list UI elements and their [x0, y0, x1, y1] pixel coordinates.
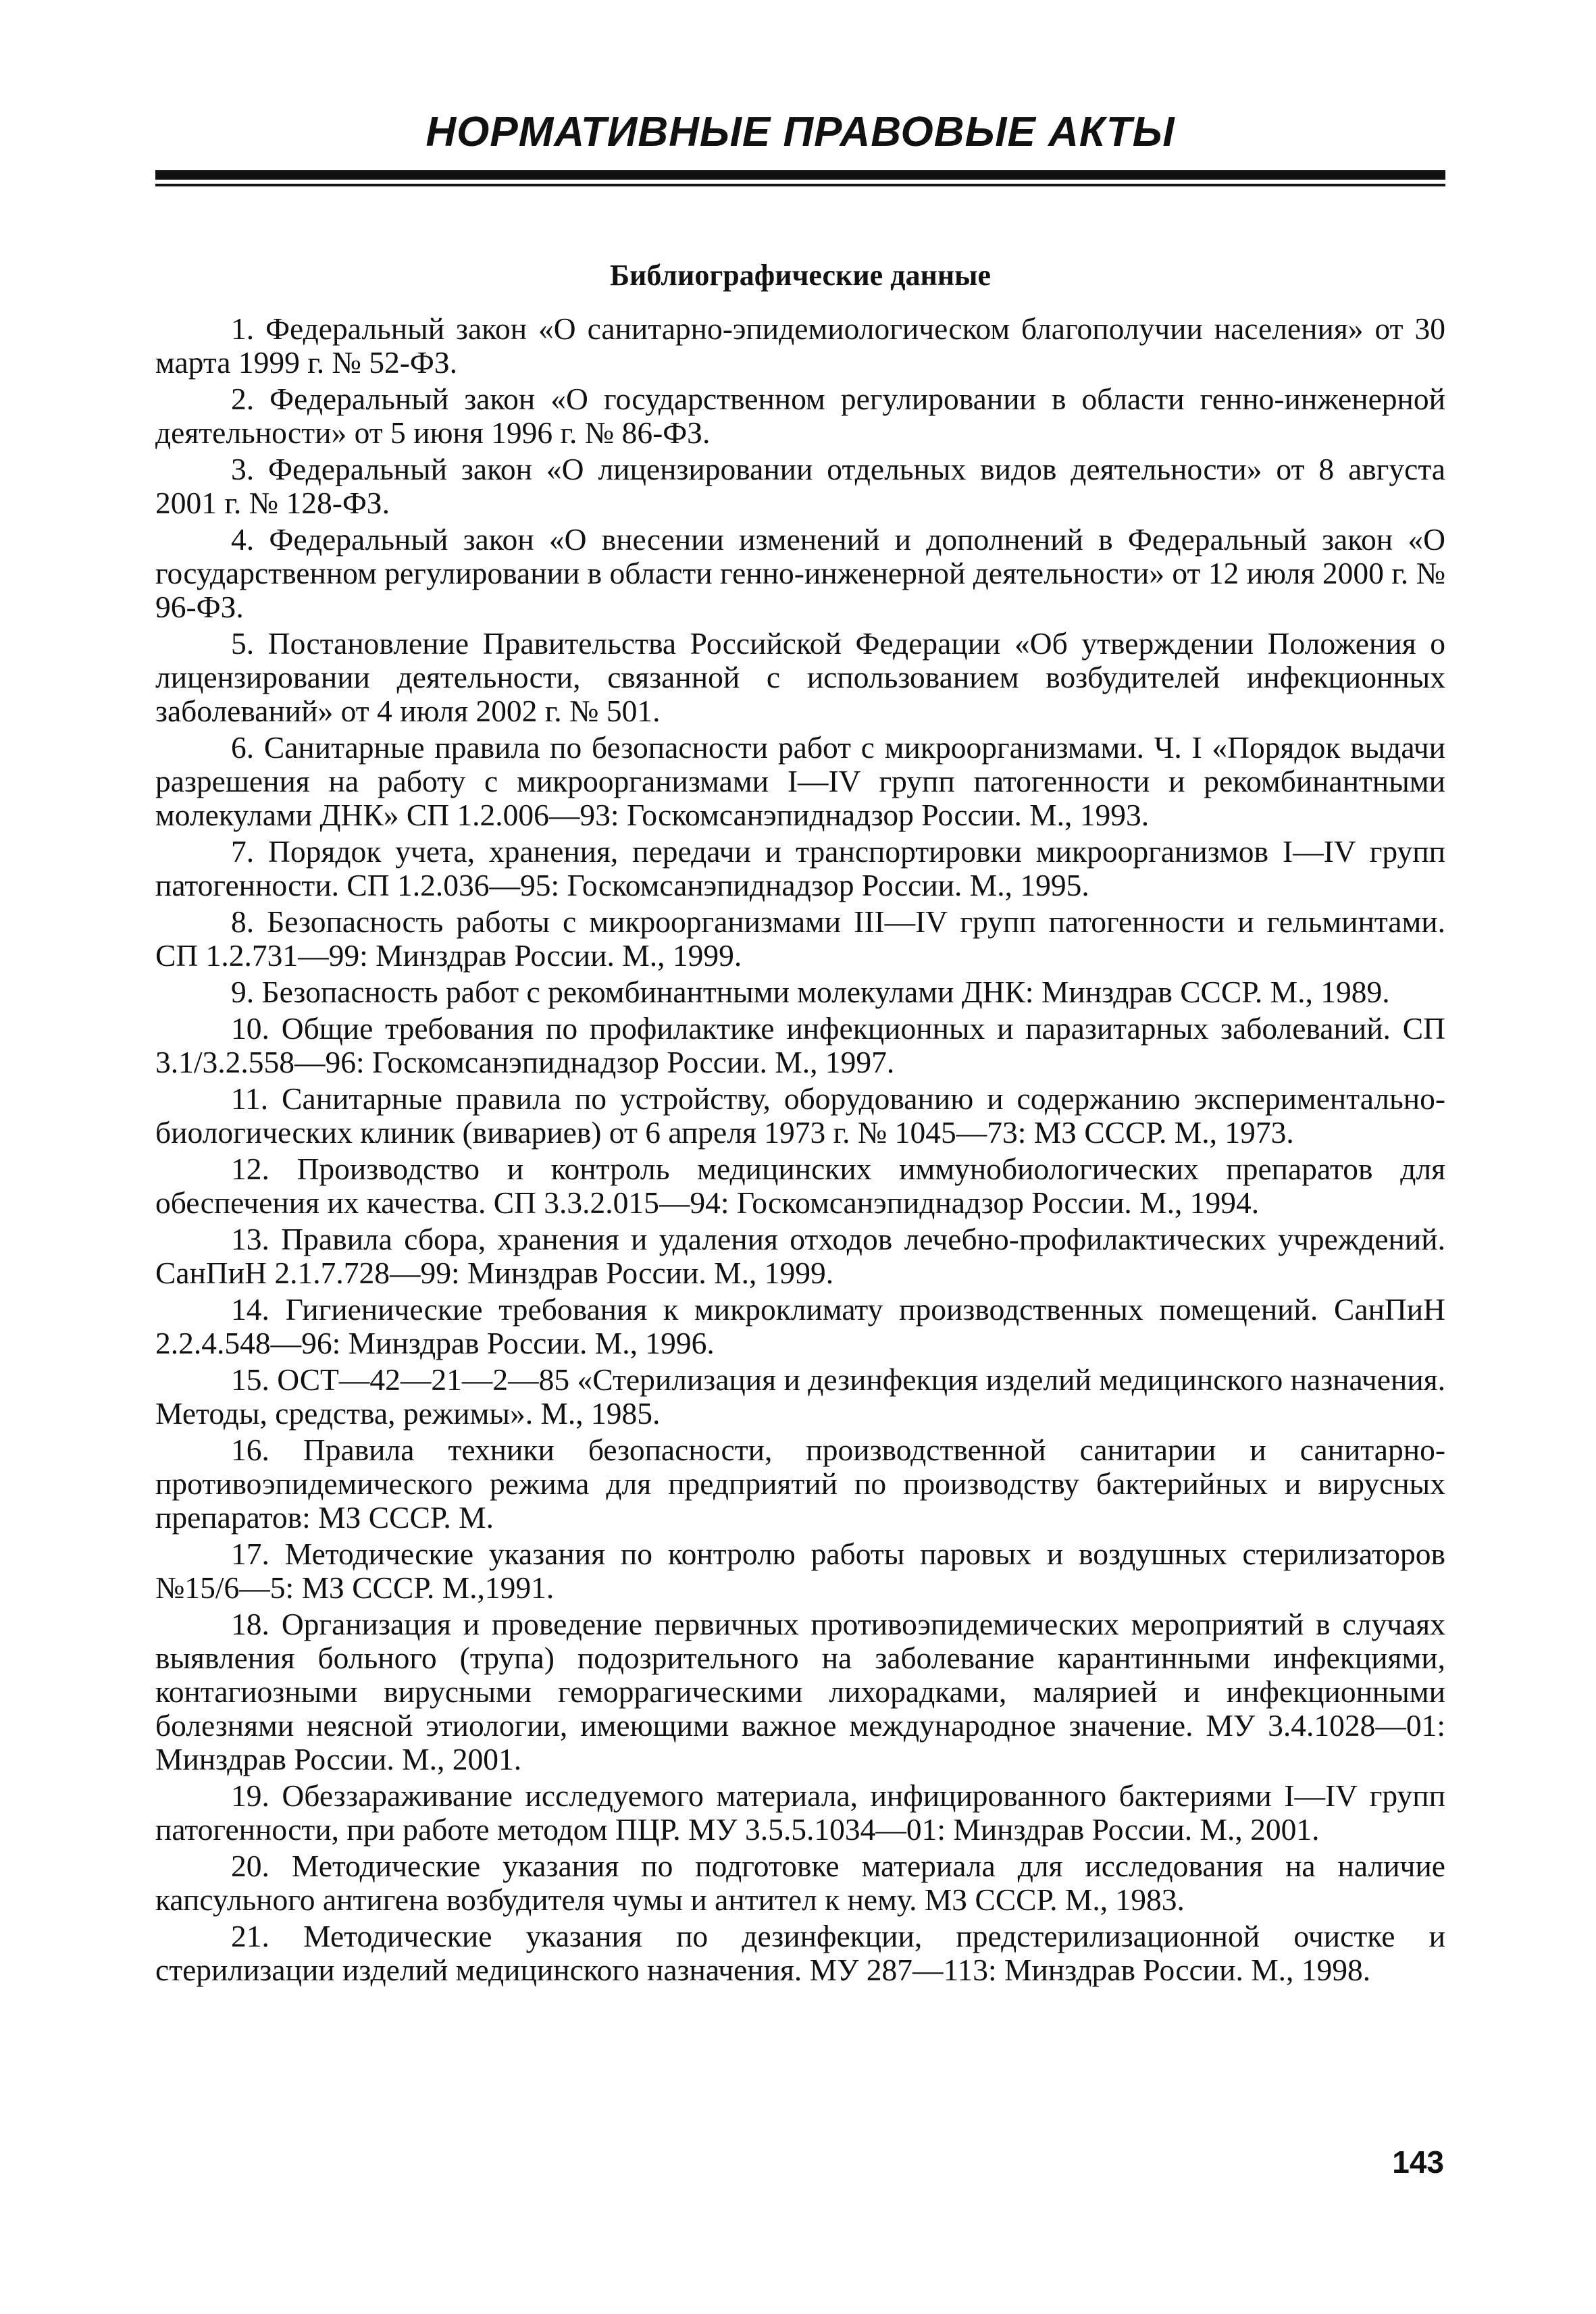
reference-item-11: 11. Санитарные правила по устройству, оборудованию и содержанию экспериментально-биологических клиник (вивариев) от 6 апреля 1973 г. № 1045—73: МЗ СССР. М., 1973.: [155, 1081, 1445, 1150]
reference-item-5: 5. Постановление Правительства Российской Федерации «Об утверждении Положения о лицензировании деятельности, связанной с использованием возбудителей инфекционных заболеваний» от 4 июля 2002 г. № 501.: [155, 626, 1445, 728]
reference-item-2: 2. Федеральный закон «О государственном регулировании в области генно-инженерной деятельности» от 5 июня 1996 г. № 86-ФЗ.: [155, 382, 1445, 450]
reference-list: [155, 312, 1445, 1990]
reference-item-10: 10. Общие требования по профилактике инфекционных и паразитарных заболеваний. СП 3.1/3.2.558—96: Госкомсанэпиднадзор России. М., 1997.: [155, 1011, 1445, 1079]
reference-item-21: 21. Методические указания по дезинфекции, предстерилизационной очистке и стерилизации изделий медицинского назначения. МУ 287—113: Минздрав России. М., 1998.: [155, 1919, 1445, 1987]
reference-item-8: 8. Безопасность работы с микроорганизмами III—IV групп патогенности и гельминтами. СП 1.2.731—99: Минздрав России. М., 1999.: [155, 904, 1445, 973]
header-rule-thin: [155, 184, 1445, 186]
reference-item-20: 20. Методические указания по подготовке материала для исследования на наличие капсульного антигена возбудителя чумы и антител к нему. МЗ СССР. М., 1983.: [155, 1849, 1445, 1917]
reference-item-15: 15. ОСТ—42—21—2—85 «Стерилизация и дезинфекция изделий медицинского назначения. Методы, средства, режимы». М., 1985.: [155, 1362, 1445, 1431]
section-title: Библиографические данные: [609, 259, 992, 292]
reference-item-16: 16. Правила техники безопасности, производственной санитарии и санитарно-противоэпидемического режима для предприятий по производству бактерийных и вирусных препаратов: МЗ СССР. М.: [155, 1433, 1445, 1535]
reference-item-19: 19. Обеззараживание исследуемого материала, инфицированного бактериями I—IV групп патогенности, при работе методом ПЦР. МУ 3.5.5.1034—01: Минздрав России. М., 2001.: [155, 1778, 1445, 1847]
reference-item-3: 3. Федеральный закон «О лицензировании отдельных видов деятельности» от 8 августа 2001 г. № 128-ФЗ.: [155, 452, 1445, 520]
reference-item-7: 7. Порядок учета, хранения, передачи и транспортировки микроорганизмов I—IV групп патогенности. СП 1.2.036—95: Госкомсанэпиднадзор России. М., 1995.: [155, 834, 1445, 902]
page-number: 143: [1392, 2144, 1444, 2180]
reference-item-6: 6. Санитарные правила по безопасности работ с микроорганизмами. Ч. I «Порядок выдачи разрешения на работу с микроорганизмами I—IV групп патогенности и рекомбинантными молекулами ДНК» СП 1.2.006—93: Госкомсанэпиднадзор России. М., 1993.: [155, 730, 1445, 832]
reference-item-14: 14. Гигиенические требования к микроклимату производственных помещений. СанПиН 2.2.4.548—96: Минздрав России. М., 1996.: [155, 1292, 1445, 1360]
reference-item-1: 1. Федеральный закон «О санитарно-эпидемиологическом благополучии населения» от 30 марта 1999 г. № 52-ФЗ.: [155, 311, 1445, 380]
reference-item-18: 18. Организация и проведение первичных противоэпидемических мероприятий в случаях выявления больного (трупа) подозрительного на заболевание карантинными инфекциями, контагиозными вирусными геморрагическими лихорадками, малярией и инфекционными болезнями неясной этиологии, имеющими важное международное значение. МУ 3.4.1028—01: Минздрав России. М., 2001.: [155, 1607, 1445, 1776]
running-header: НОРМАТИВНЫЕ ПРАВОВЫЕ АКТЫ: [426, 109, 1175, 155]
reference-item-12: 12. Производство и контроль медицинских иммунобиологических препаратов для обеспечения их качества. СП 3.3.2.015—94: Госкомсанэпиднадзор России. М., 1994.: [155, 1152, 1445, 1220]
reference-item-4: 4. Федеральный закон «О внесении изменений и дополнений в Федеральный закон «О государственном регулировании в области генно-инженерной деятельности» от 12 июля 2000 г. № 96-ФЗ.: [155, 522, 1445, 624]
reference-item-13: 13. Правила сбора, хранения и удаления отходов лечебно-профилактических учреждений. СанПиН 2.1.7.728—99: Минздрав России. М., 1999.: [155, 1222, 1445, 1290]
header-rule-thick: [155, 170, 1445, 180]
reference-item-17: 17. Методические указания по контролю работы паровых и воздушных стерилизаторов №15/6—5: МЗ СССР. М.,1991.: [155, 1537, 1445, 1605]
reference-item-9: 9. Безопасность работ с рекомбинантными молекулами ДНК: Минздрав СССР. М., 1989.: [231, 975, 1390, 1009]
